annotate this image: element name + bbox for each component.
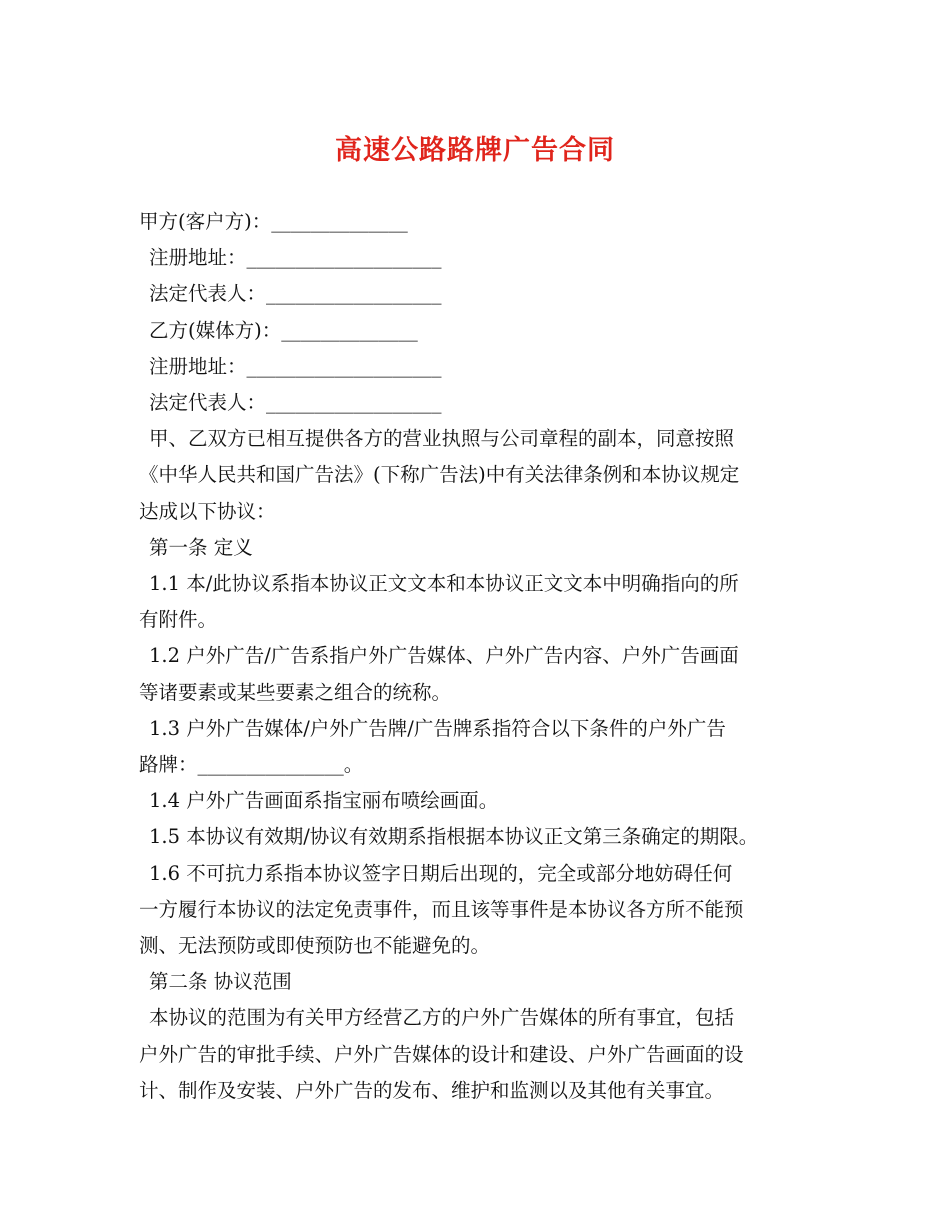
party-b-representative-line: 法定代表人：__________________ xyxy=(149,391,442,415)
clause-line: 1.3 户外广告媒体/户外广告牌/广告牌系指符合以下条件的户外广告 xyxy=(149,716,726,740)
clause-line: 1.2 户外广告/广告系指户外广告媒体、户外广告内容、户外广告画面 xyxy=(149,644,739,668)
scope-line: 本协议的范围为有关甲方经营乙方的户外广告媒体的所有事宜，包括 xyxy=(149,1006,735,1030)
preamble-line: 甲、乙双方已相互提供各方的营业执照与公司章程的副本，同意按照 xyxy=(149,427,735,451)
party-a-representative-line: 法定代表人：__________________ xyxy=(149,282,442,306)
clause-line: 等诸要素或某些要素之组合的统称。 xyxy=(139,680,452,704)
document-body xyxy=(139,204,829,1109)
clause-line: 测、无法预防或即使预防也不能避免的。 xyxy=(139,934,491,958)
party-b-line: 乙方(媒体方)：______________ xyxy=(149,318,418,342)
clause-line: 路牌：_______________。 xyxy=(139,753,364,777)
document-title: 高速公路路牌广告合同 xyxy=(335,135,615,166)
clause-line: 一方履行本协议的法定免责事件，而且该等事件是本协议各方所不能预 xyxy=(139,897,744,921)
party-b-address-line: 注册地址：____________________ xyxy=(149,354,442,378)
clause-line: 1.4 户外广告画面系指宝丽布喷绘画面。 xyxy=(149,789,499,813)
party-a-line: 甲方(客户方)：______________ xyxy=(139,210,408,233)
preamble-line: 达成以下协议： xyxy=(139,499,276,523)
party-a-address-line: 注册地址：____________________ xyxy=(149,246,442,270)
preamble-line: 《中华人民共和国广告法》(下称广告法)中有关法律条例和本协议规定 xyxy=(139,463,740,487)
article-heading: 第一条 定义 xyxy=(149,535,253,559)
clause-line: 1.5 本协议有效期/协议有效期系指根据本协议正文第三条确定的期限。 xyxy=(149,825,759,849)
article-heading: 第二条 协议范围 xyxy=(149,970,292,994)
clause-line: 1.6 不可抗力系指本协议签字日期后出现的，完全或部分地妨碍任何 xyxy=(149,861,733,885)
clause-line: 有附件。 xyxy=(139,608,218,632)
clause-line: 1.1 本/此协议系指本协议正文文本和本协议正文文本中明确指向的所 xyxy=(149,572,739,596)
scope-line: 计、制作及安装、户外广告的发布、维护和监测以及其他有关事宜。 xyxy=(139,1078,725,1102)
scope-line: 户外广告的审批手续、户外广告媒体的设计和建设、户外广告画面的设 xyxy=(139,1042,744,1066)
